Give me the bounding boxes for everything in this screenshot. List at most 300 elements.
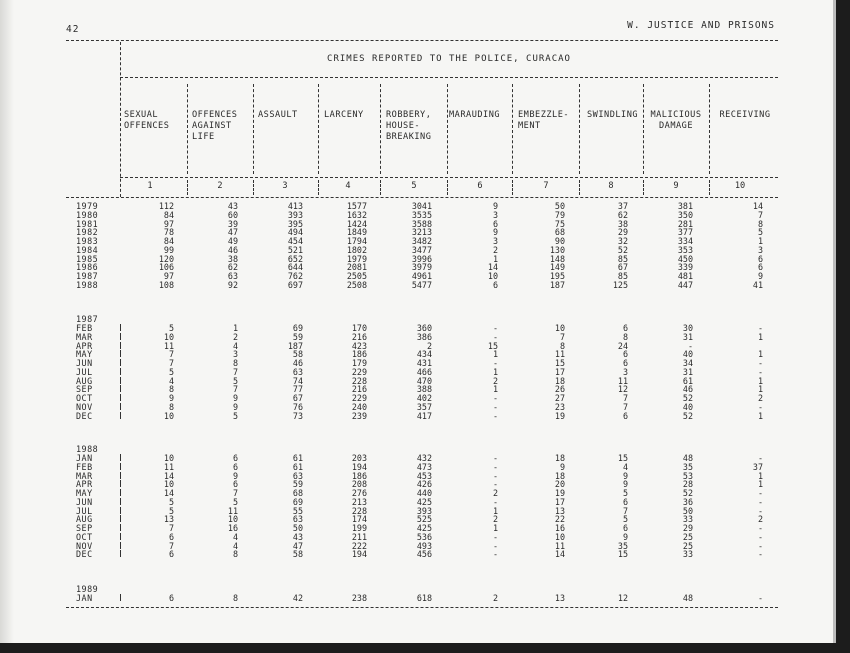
table-cell: 10 xyxy=(163,479,174,490)
table-cell: 423 xyxy=(351,340,367,351)
table-cell: 99 xyxy=(163,244,174,255)
table-cell: 228 xyxy=(351,505,367,516)
table-cell: - xyxy=(757,323,763,333)
table-cell: 353 xyxy=(677,244,693,255)
table-cell: 2 xyxy=(232,331,238,342)
num-divider-3 xyxy=(318,180,319,195)
table-cell: - xyxy=(757,523,763,533)
table-cell: 13 xyxy=(554,593,565,603)
table-cell: 6 xyxy=(622,323,628,333)
table-cell: 6 xyxy=(168,549,174,560)
col-header-sexual-offences: SEXUAL OFFENCES xyxy=(124,110,170,131)
table-cell: 5 xyxy=(622,488,628,498)
table-cell: 73 xyxy=(292,410,303,421)
table-cell: 9 xyxy=(232,401,238,412)
table-cell: 9 xyxy=(232,393,238,403)
table-cell: 47 xyxy=(227,227,238,238)
table-cell: 52 xyxy=(617,244,628,255)
table-cell: 62 xyxy=(617,209,628,220)
table-cell: - xyxy=(492,331,498,342)
table-cell: 33 xyxy=(682,514,693,525)
table-cell: 55 xyxy=(292,505,303,516)
table-cell: 13 xyxy=(163,514,174,525)
table-cell: 39 xyxy=(227,218,238,229)
table-cell: 1 xyxy=(492,384,498,395)
table-cell: 2 xyxy=(492,593,498,603)
row-label: DEC xyxy=(76,410,93,421)
table-cell: 187 xyxy=(549,279,565,290)
table-cell: 5 xyxy=(232,496,238,507)
table-cell: 68 xyxy=(554,227,565,238)
table-cell: 6 xyxy=(757,262,763,273)
table-cell: 3041 xyxy=(411,201,432,211)
table-cell: 6 xyxy=(168,531,174,542)
table-cell: 4961 xyxy=(411,271,432,281)
table-cell: - xyxy=(492,540,498,551)
table-cell: 112 xyxy=(158,201,174,211)
table-cell: 481 xyxy=(677,271,693,281)
table-cell: 2 xyxy=(492,244,498,255)
table-cell: 22 xyxy=(554,514,565,525)
table-cell: 1 xyxy=(757,410,763,421)
table-cell: 125 xyxy=(612,279,628,290)
table-cell: 67 xyxy=(292,393,303,403)
num-divider-7 xyxy=(579,180,580,195)
num-divider-1 xyxy=(187,180,188,195)
table-cell: 6 xyxy=(232,453,238,463)
table-cell: 494 xyxy=(287,227,303,238)
table-cell: 11 xyxy=(617,375,628,386)
table-cell: 1 xyxy=(492,349,498,360)
table-cell: 74 xyxy=(292,375,303,386)
table-cell: 76 xyxy=(292,401,303,412)
table-cell: 211 xyxy=(351,531,367,542)
table-cell: 5 xyxy=(232,410,238,421)
table-cell: 27 xyxy=(554,393,565,403)
table-cell: - xyxy=(757,358,763,368)
table-cell: 63 xyxy=(292,514,303,525)
table-cell: 97 xyxy=(163,218,174,229)
table-cell: - xyxy=(492,479,498,490)
table-cell: 5 xyxy=(168,323,174,333)
table-cell: 447 xyxy=(677,279,693,290)
table-cell: 6 xyxy=(232,479,238,490)
row-label: SEP xyxy=(76,523,93,533)
table-cell: 3213 xyxy=(411,227,432,238)
table-cell: 40 xyxy=(682,349,693,360)
table-cell: 69 xyxy=(292,496,303,507)
table-cell: 14 xyxy=(163,470,174,481)
table-cell: 402 xyxy=(416,393,432,403)
table-cell: 18 xyxy=(554,470,565,481)
num-divider-5 xyxy=(447,180,448,195)
table-cell: 393 xyxy=(287,209,303,220)
table-cell: 52 xyxy=(682,488,693,498)
table-cell: 4 xyxy=(232,540,238,551)
row-label: 1981 xyxy=(76,218,99,229)
row-label: MAR xyxy=(76,470,93,481)
table-cell: 450 xyxy=(677,253,693,264)
table-cell: 11 xyxy=(554,540,565,551)
header-bottom-rule xyxy=(66,197,778,198)
table-cell: 1 xyxy=(757,384,763,395)
table-cell: - xyxy=(757,488,763,498)
table-cell: 432 xyxy=(416,453,432,463)
table-cell: 762 xyxy=(287,271,303,281)
table-cell: 395 xyxy=(287,218,303,229)
table-cell: 7 xyxy=(622,393,628,403)
table-cell: 33 xyxy=(682,549,693,560)
table-cell: 3996 xyxy=(411,253,432,264)
table-cell: 17 xyxy=(554,496,565,507)
num-divider-4 xyxy=(380,180,381,195)
col-header-larceny: LARCENY xyxy=(324,110,364,120)
month-group-year-label: 1987 xyxy=(76,314,99,324)
table-cell: 7 xyxy=(168,540,174,551)
table-cell: 7 xyxy=(168,358,174,368)
table-cell: 35 xyxy=(617,540,628,551)
table-cell: - xyxy=(492,393,498,403)
table-cell: 1 xyxy=(492,505,498,516)
table-cell: 8 xyxy=(232,358,238,368)
col-header-swindling: SWINDLING xyxy=(587,110,639,120)
table-cell: 41 xyxy=(752,279,763,290)
table-cell: 46 xyxy=(292,358,303,368)
table-cell: 377 xyxy=(677,227,693,238)
col-divider-1 xyxy=(187,84,188,174)
table-cell: 14 xyxy=(487,262,498,273)
col-divider-9 xyxy=(709,84,710,174)
table-cell: 470 xyxy=(416,375,432,386)
row-label: NOV xyxy=(76,401,93,412)
table-cell: 40 xyxy=(682,401,693,412)
table-cell: 85 xyxy=(617,253,628,264)
table-cell: 26 xyxy=(554,384,565,395)
row-label: MAR xyxy=(76,331,93,342)
table-cell: - xyxy=(757,401,763,412)
col-header-receiving: RECEIVING xyxy=(719,110,771,120)
table-cell: 52 xyxy=(682,393,693,403)
table-cell: - xyxy=(492,358,498,368)
table-cell: 61 xyxy=(292,453,303,463)
page-number: 42 xyxy=(66,24,80,35)
table-cell: 6 xyxy=(622,523,628,533)
table-cell: 179 xyxy=(351,358,367,368)
table-cell: 453 xyxy=(416,470,432,481)
row-label: 1985 xyxy=(76,253,99,264)
table-cell: 68 xyxy=(292,488,303,498)
table-cell: 59 xyxy=(292,331,303,342)
table-cell: 53 xyxy=(682,470,693,481)
table-cell: 5 xyxy=(168,366,174,377)
row-label: OCT xyxy=(76,393,93,403)
table-cell: 38 xyxy=(227,253,238,264)
table-cell: 36 xyxy=(682,496,693,507)
table-cell: 360 xyxy=(416,323,432,333)
row-label: FEB xyxy=(76,461,93,472)
table-cell: 4 xyxy=(168,375,174,386)
table-cell: 15 xyxy=(487,340,498,351)
table-cell: 8 xyxy=(168,401,174,412)
table-cell: 29 xyxy=(682,523,693,533)
table-cell: 3588 xyxy=(411,218,432,229)
section-title: W. JUSTICE AND PRISONS xyxy=(627,20,775,31)
table-cell: 6 xyxy=(492,279,498,290)
table-cell: 50 xyxy=(682,505,693,516)
table-cell: 7 xyxy=(622,505,628,516)
table-cell: 43 xyxy=(227,201,238,211)
table-cell: - xyxy=(492,401,498,412)
row-label: JUN xyxy=(76,358,93,368)
table-cell: 8 xyxy=(757,218,763,229)
row-label: MAY xyxy=(76,488,93,498)
col-header-marauding: MARAUDING xyxy=(449,110,501,120)
table-cell: 1 xyxy=(492,253,498,264)
table-cell: 5 xyxy=(168,496,174,507)
table-cell: 238 xyxy=(351,593,367,603)
table-cell: - xyxy=(757,549,763,560)
table-cell: 25 xyxy=(682,540,693,551)
table-cell: 5 xyxy=(168,505,174,516)
table-cell: 2 xyxy=(492,488,498,498)
row-label: SEP xyxy=(76,384,93,395)
col-number: 6 xyxy=(477,181,483,191)
col-divider-5 xyxy=(447,84,448,174)
table-cell: 1849 xyxy=(346,227,367,238)
table-cell: 1794 xyxy=(346,236,367,246)
table-cell: 7 xyxy=(168,349,174,360)
number-row-rule xyxy=(120,177,778,178)
table-cell: 9 xyxy=(757,271,763,281)
row-label: 1983 xyxy=(76,236,99,246)
table-cell: 2508 xyxy=(346,279,367,290)
table-cell: 38 xyxy=(617,218,628,229)
table-cell: 85 xyxy=(617,271,628,281)
table-cell: 11 xyxy=(227,505,238,516)
table-cell: 10 xyxy=(554,531,565,542)
table-cell: 7 xyxy=(168,523,174,533)
col-number: 4 xyxy=(345,181,351,191)
top-rule xyxy=(66,40,778,41)
table-cell: 18 xyxy=(554,453,565,463)
table-cell: 3477 xyxy=(411,244,432,255)
table-cell: 61 xyxy=(292,461,303,472)
table-cell: 216 xyxy=(351,331,367,342)
row-label: JAN xyxy=(76,593,93,603)
table-cell: 2 xyxy=(757,514,763,525)
table-cell: 3482 xyxy=(411,236,432,246)
table-cell: 120 xyxy=(158,253,174,264)
table-cell: 2 xyxy=(492,514,498,525)
table-cell: 3 xyxy=(492,236,498,246)
table-cell: 6 xyxy=(622,349,628,360)
table-cell: 2505 xyxy=(346,271,367,281)
bottom-rule xyxy=(66,607,778,608)
table-cell: 59 xyxy=(292,479,303,490)
table-cell: 58 xyxy=(292,549,303,560)
table-cell: 203 xyxy=(351,453,367,463)
table-cell: 50 xyxy=(292,523,303,533)
table-cell: 84 xyxy=(163,236,174,246)
table-cell: 334 xyxy=(677,236,693,246)
table-cell: 7 xyxy=(757,209,763,220)
table-cell: 6 xyxy=(622,496,628,507)
table-cell: 7 xyxy=(232,366,238,377)
table-cell: 697 xyxy=(287,279,303,290)
table-cell: 11 xyxy=(163,340,174,351)
table-cell: 276 xyxy=(351,488,367,498)
table-cell: - xyxy=(687,340,693,351)
table-cell: 20 xyxy=(554,479,565,490)
table-cell: 1 xyxy=(492,366,498,377)
table-cell: 130 xyxy=(549,244,565,255)
table-cell: 10 xyxy=(554,323,565,333)
table-cell: 7 xyxy=(232,384,238,395)
table-cell: 9 xyxy=(622,531,628,542)
col-number: 7 xyxy=(543,181,549,191)
table-cell: 434 xyxy=(416,349,432,360)
table-cell: 23 xyxy=(554,401,565,412)
col-header-malicious-damage: MALICIOUS DAMAGE xyxy=(650,110,702,131)
table-cell: 2 xyxy=(492,375,498,386)
table-cell: 9 xyxy=(622,470,628,481)
col-header-robbery: ROBBERY, HOUSE- BREAKING xyxy=(386,110,432,142)
table-cell: 3 xyxy=(232,349,238,360)
table-cell: 6 xyxy=(757,253,763,264)
row-label: JAN xyxy=(76,453,93,463)
col-divider-3 xyxy=(318,84,319,174)
table-cell: 3979 xyxy=(411,262,432,273)
table-cell: 199 xyxy=(351,523,367,533)
table-cell: 425 xyxy=(416,523,432,533)
table-cell: 2 xyxy=(426,340,432,351)
table-cell: 60 xyxy=(227,209,238,220)
table-cell: 1 xyxy=(757,331,763,342)
table-cell: 1424 xyxy=(346,218,367,229)
table-cell: 281 xyxy=(677,218,693,229)
table-cell: 1 xyxy=(757,375,763,386)
table-cell: 79 xyxy=(554,209,565,220)
row-label: APR xyxy=(76,340,93,351)
col-number: 8 xyxy=(608,181,614,191)
table-cell: 25 xyxy=(682,531,693,542)
table-cell: 525 xyxy=(416,514,432,525)
row-label: 1988 xyxy=(76,279,99,290)
table-cell: 466 xyxy=(416,366,432,377)
table-cell: 195 xyxy=(549,271,565,281)
month-group-year-label: 1989 xyxy=(76,584,99,594)
table-cell: 386 xyxy=(416,331,432,342)
num-divider-6 xyxy=(512,180,513,195)
table-cell: 6 xyxy=(232,461,238,472)
table-cell: 106 xyxy=(158,262,174,273)
table-cell: 1979 xyxy=(346,253,367,264)
table-cell: 186 xyxy=(351,349,367,360)
table-cell: 34 xyxy=(682,358,693,368)
col-number: 2 xyxy=(217,181,223,191)
table-cell: - xyxy=(492,549,498,560)
table-cell: 240 xyxy=(351,401,367,412)
table-cell: 15 xyxy=(554,358,565,368)
table-cell: 19 xyxy=(554,488,565,498)
table-cell: - xyxy=(757,496,763,507)
table-cell: 357 xyxy=(416,401,432,412)
table-cell: 228 xyxy=(351,375,367,386)
table-cell: 8 xyxy=(622,331,628,342)
table-cell: 194 xyxy=(351,549,367,560)
table-cell: 37 xyxy=(752,461,763,472)
table-cell: 3535 xyxy=(411,209,432,220)
col-header-embezzlement: EMBEZZLE- MENT xyxy=(518,110,570,131)
table-cell: 440 xyxy=(416,488,432,498)
row-label: OCT xyxy=(76,531,93,542)
table-cell: 149 xyxy=(549,262,565,273)
num-divider-9 xyxy=(709,180,710,195)
table-cell: 15 xyxy=(617,453,628,463)
table-cell: - xyxy=(757,540,763,551)
table-cell: 12 xyxy=(617,384,628,395)
table-cell: 63 xyxy=(292,470,303,481)
table-cell: - xyxy=(492,461,498,472)
table-cell: 413 xyxy=(287,201,303,211)
table-cell: - xyxy=(492,496,498,507)
table-cell: 5 xyxy=(622,514,628,525)
table-cell: 1 xyxy=(757,470,763,481)
table-cell: 8 xyxy=(232,593,238,603)
table-cell: 5477 xyxy=(411,279,432,290)
table-cell: 24 xyxy=(617,340,628,351)
table-cell: 43 xyxy=(292,531,303,542)
table-cell: 148 xyxy=(549,253,565,264)
table-cell: 10 xyxy=(163,331,174,342)
table-cell: 208 xyxy=(351,479,367,490)
row-label: FEB xyxy=(76,323,93,333)
row-label: APR xyxy=(76,479,93,490)
table-cell: 213 xyxy=(351,496,367,507)
table-cell: - xyxy=(492,470,498,481)
table-cell: 29 xyxy=(617,227,628,238)
table-cell: - xyxy=(757,593,763,603)
table-cell: 216 xyxy=(351,384,367,395)
table-cell: 536 xyxy=(416,531,432,542)
col-divider-6 xyxy=(512,84,513,174)
table-cell: 84 xyxy=(163,209,174,220)
table-cell: 381 xyxy=(677,201,693,211)
table-cell: 14 xyxy=(163,488,174,498)
page-edge-shadow xyxy=(0,0,14,643)
table-cell: 1802 xyxy=(346,244,367,255)
table-cell: 108 xyxy=(158,279,174,290)
table-cell: 90 xyxy=(554,236,565,246)
table-cell: 92 xyxy=(227,279,238,290)
row-label: 1980 xyxy=(76,209,99,220)
table-cell: 75 xyxy=(554,218,565,229)
table-cell: 644 xyxy=(287,262,303,273)
table-cell: 456 xyxy=(416,549,432,560)
table-cell: 9 xyxy=(622,479,628,490)
table-cell: 18 xyxy=(554,375,565,386)
table-cell: 7 xyxy=(232,488,238,498)
table-cell: 5 xyxy=(232,375,238,386)
table-cell: - xyxy=(757,453,763,463)
table-cell: 426 xyxy=(416,479,432,490)
table-cell: 2081 xyxy=(346,262,367,273)
table-cell: 8 xyxy=(168,384,174,395)
table-cell: 194 xyxy=(351,461,367,472)
row-label: JUL xyxy=(76,366,93,377)
table-cell: 174 xyxy=(351,514,367,525)
table-cell: 48 xyxy=(682,453,693,463)
